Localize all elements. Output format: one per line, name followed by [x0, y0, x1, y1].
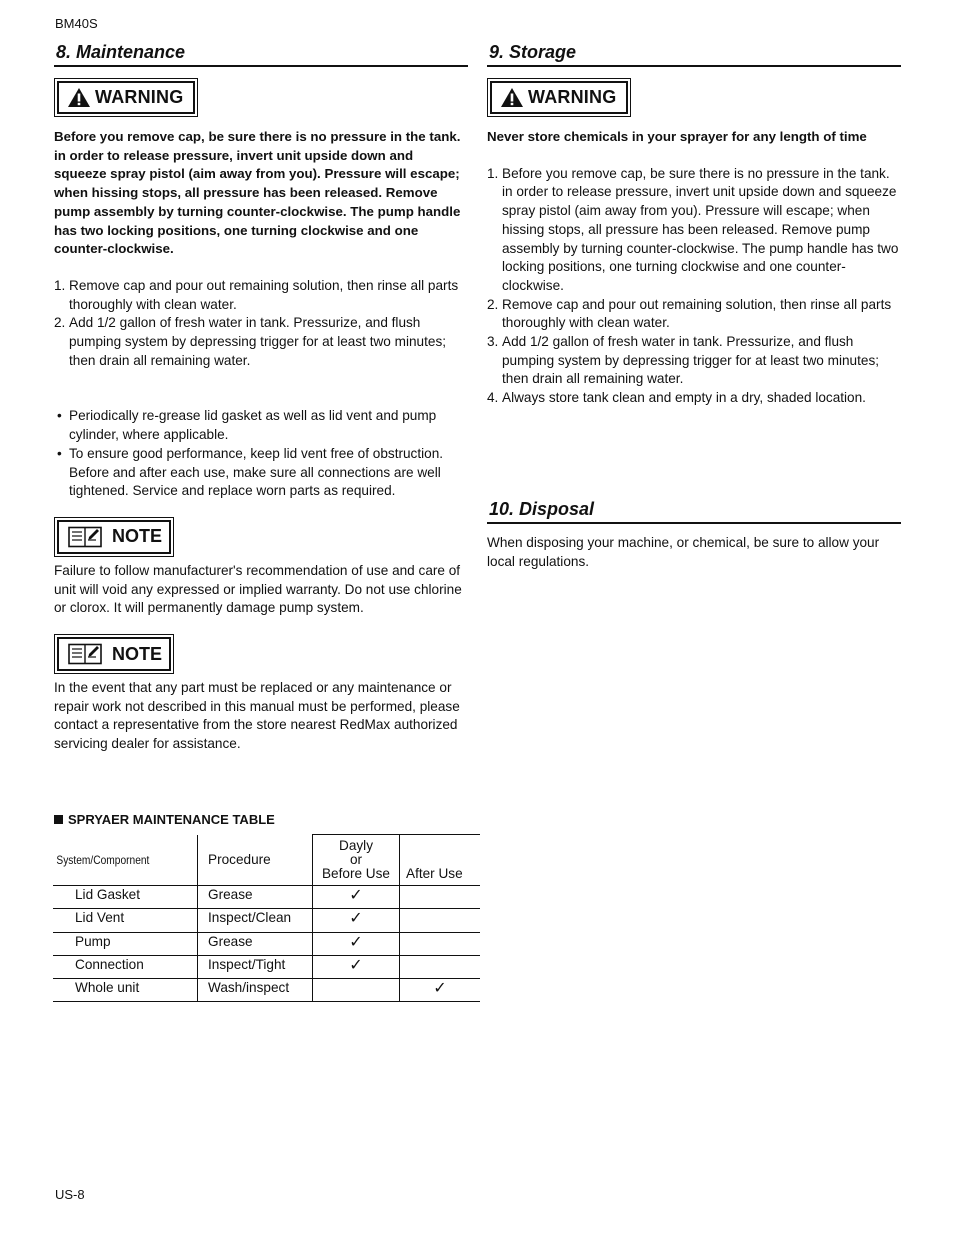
note-box-1 — [57, 520, 171, 554]
cell-procedure: Inspect/Clean — [198, 909, 313, 932]
maintenance-warning-box — [57, 81, 195, 114]
cell-system: Whole unit — [53, 979, 198, 1002]
storage-warning-box — [490, 81, 628, 114]
maintenance-steps — [54, 277, 468, 371]
cell-system: Lid Vent — [53, 909, 198, 932]
table-title-text: SPRYAER MAINTENANCE TABLE — [68, 812, 275, 827]
storage-warning-text: Never store chemicals in your sprayer for any length of time — [487, 129, 867, 144]
maintenance-section — [54, 40, 468, 754]
page-number: US-8 — [55, 1187, 85, 1202]
storage-title: 9. Storage — [487, 40, 901, 67]
book-pencil-icon — [68, 526, 102, 548]
header-after-use: After Use — [400, 835, 481, 886]
disposal-section — [487, 497, 901, 571]
list-item: 2. Remove cap and pour out remaining solution, then rinse all parts thoroughly with clean water. — [487, 296, 892, 331]
warning-triangle-icon — [501, 88, 523, 107]
header-procedure: Procedure — [198, 835, 313, 886]
model-label: BM40S — [55, 16, 98, 31]
cell-system: Connection — [53, 955, 198, 978]
list-item: • To ensure good performance, keep lid vent free of obstruction. Before and after each use, make sure all connections are well tightened. Service and replace worn parts as required. — [57, 445, 444, 499]
list-item: 1. Remove cap and pour out remaining solution, then rinse all parts thoroughly with clean water. — [54, 277, 459, 312]
list-item: 2. Add 1/2 gallon of fresh water in tank. Pressurize, and flush pumping system by depressing trigger for at least two minutes; then drain all remaining water. — [54, 315, 447, 368]
warning-triangle-icon — [68, 88, 90, 107]
square-bullet-icon — [54, 815, 63, 824]
table-row — [53, 955, 480, 978]
table-header-row — [53, 835, 480, 886]
list-item: 4. Always store tank clean and empty in a dry, shaded location. — [487, 390, 866, 406]
maintenance-warning-text: Before you remove cap, be sure there is no pressure in the tank. in order to release pressure, invert unit upside down and squeeze spray pistol (aim away from you). Pressure will escape; when hissing stops, all pressure has been released. Remove pump assembly by turning counter-clockwise. The pump handle has two locking positions, one turning clockwise and one counter-clockwise. — [54, 129, 461, 257]
table-row — [53, 886, 480, 909]
note-label: NOTE — [112, 643, 163, 664]
table-row — [53, 909, 480, 932]
maintenance-table — [53, 834, 480, 1002]
check-icon: ✓ — [313, 909, 400, 932]
storage-section — [487, 40, 901, 408]
header-daily: Dayly or Before Use — [313, 835, 400, 886]
list-item: 3. Add 1/2 gallon of fresh water in tank. Pressurize, and flush pumping system by depressing trigger for at least two minutes; then drain all remaining water. — [487, 334, 880, 387]
cell-procedure: Wash/inspect — [198, 979, 313, 1002]
cell-after — [400, 955, 481, 978]
cell-system: Lid Gasket — [53, 886, 198, 909]
cell-after — [400, 909, 481, 932]
cell-daily — [313, 979, 400, 1002]
check-icon: ✓ — [313, 955, 400, 978]
cell-system: Pump — [53, 932, 198, 955]
warning-label: WARNING — [95, 87, 184, 107]
disposal-title: 10. Disposal — [487, 497, 901, 524]
check-icon: ✓ — [313, 932, 400, 955]
note-2-text: In the event that any part must be replaced or any maintenance or repair work not described in this manual must be performed, please contact a representative from the store nearest RedMax authorized servicing dealer for assistance. — [54, 680, 460, 752]
note-label: NOTE — [112, 526, 163, 547]
check-icon: ✓ — [433, 980, 447, 998]
maintenance-bullets — [54, 407, 468, 501]
check-icon: ✓ — [313, 886, 400, 909]
table-row — [53, 979, 480, 1002]
cell-procedure: Grease — [198, 886, 313, 909]
table-row — [53, 932, 480, 955]
storage-steps — [487, 165, 901, 408]
note-1-text: Failure to follow manufacturer's recommendation of use and care of unit will void any expressed or implied warranty. Do not use chlorine or clorox. It will permanently damage pump system. — [54, 562, 462, 616]
cell-after — [400, 932, 481, 955]
warning-label: WARNING — [528, 87, 617, 107]
disposal-text: When disposing your machine, or chemical, be sure to allow your local regulations. — [487, 535, 880, 569]
list-item: 1. Before you remove cap, be sure there is no pressure in the tank. in order to release pressure, invert unit upside down and squeeze spray pistol (aim away from you). Pressure will escape; when hissing stops, all pressure has been released. Remove pump assembly by turning counter-clockwise. The pump handle has two locking positions, one turning clockwise and one counter-clockwise. — [487, 165, 899, 293]
list-item: • Periodically re-grease lid gasket as well as lid vent and pump cylinder, where applicable. — [57, 408, 437, 443]
book-pencil-icon — [68, 643, 102, 665]
maintenance-title: 8. Maintenance — [54, 40, 468, 67]
cell-after — [400, 886, 481, 909]
header-system: System/Compornent — [53, 835, 176, 886]
cell-procedure: Inspect/Tight — [198, 955, 313, 978]
table-title — [54, 812, 275, 827]
note-box-2 — [57, 637, 171, 671]
cell-procedure: Grease — [198, 932, 313, 955]
